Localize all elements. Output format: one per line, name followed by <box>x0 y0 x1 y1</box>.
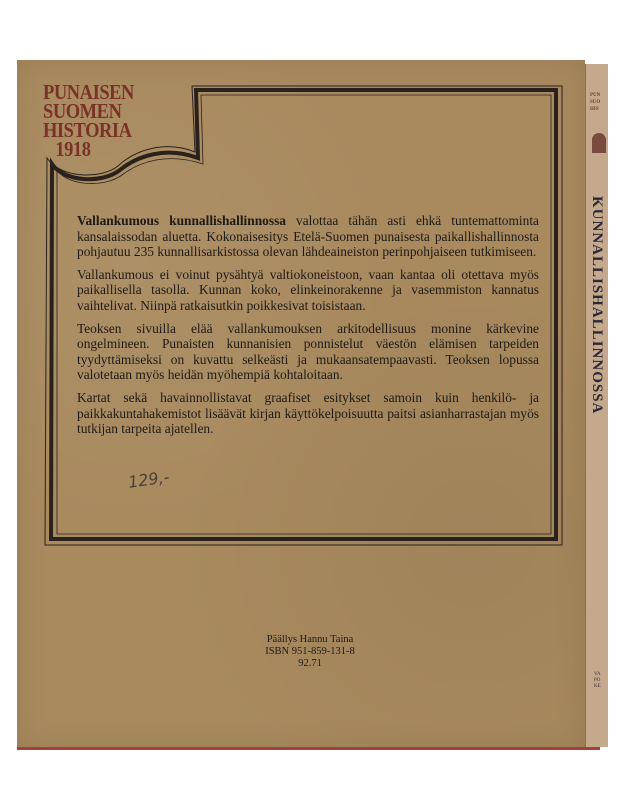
series-title-line: HISTORIA <box>43 118 132 142</box>
blurb-paragraph: Kartat sekä havainnollistavat graafiset esitykset samoin kuin henkilö- ja paikkakuntahakemistot lisäävät kirjan käyttökelpoisuutta paitsi asianharrastajan myös tutkijan tarpeita ajatellen. <box>77 389 539 437</box>
spine-series-line: HIS <box>590 107 599 112</box>
series-year: 1918 <box>55 137 91 161</box>
classification-code: 92.71 <box>298 658 322 669</box>
spine-title: KUNNALLISHALLINNOSSA <box>589 196 605 415</box>
handwritten-price: 129,- <box>126 467 171 492</box>
credits-block <box>220 634 400 670</box>
series-title <box>43 80 134 161</box>
series-title-line: PUNAISEN <box>43 80 134 104</box>
spine-publisher-line: PO <box>594 678 601 683</box>
series-title-line: SUOMEN <box>43 99 122 123</box>
blurb-paragraph: Teoksen sivuilla elää vallankumouksen arkitodellisuus monine kärkevine ongelmineen. Punaisten kunnanisien ponnistelut väestön elämisen tarpeiden tyydyttämiseksi on kuvattu selkeästi ja mukaansatempaavasti. Teoksen lopussa valotetaan myös heidän myöhempiä kohtaloitaan. <box>77 320 539 383</box>
spine-publisher-line: VA <box>594 672 601 677</box>
spine-publisher-line: KE <box>594 684 601 689</box>
spine-series-line: SUO <box>590 100 601 105</box>
blurb-paragraph <box>77 213 539 260</box>
blurb-paragraph: Vallankumous ei voinut pysähtyä valtiokoneistoon, vaan kantaa oli otettava myös paikallisella tasolla. Kunnan koko, elinkeinorakenne ja vasemmiston kannatus vaihtelivat. Niinpä ratkaisutkin poikkesivat toisistaan. <box>77 266 539 313</box>
blurb-text <box>77 213 539 444</box>
isbn: ISBN 951-859-131-8 <box>265 646 355 657</box>
spine-series-line: PUN <box>590 93 601 98</box>
cover-credit: Päällys Hannu Taina <box>266 634 354 645</box>
blurb-paragraph-text: valottaa tähän asti ehkä tuntemattominta kansalaissodan aluetta. Kokonaisesitys Etelä-Suomen punaisesta paikallishallinnosta pohjautuu 235 kunnallisarkistossa olevan lähdeaineiston perinpohjaiseen tutkimiseen. <box>77 213 539 260</box>
book-title-bold: Vallankumous kunnallishallinnossa <box>77 213 286 228</box>
